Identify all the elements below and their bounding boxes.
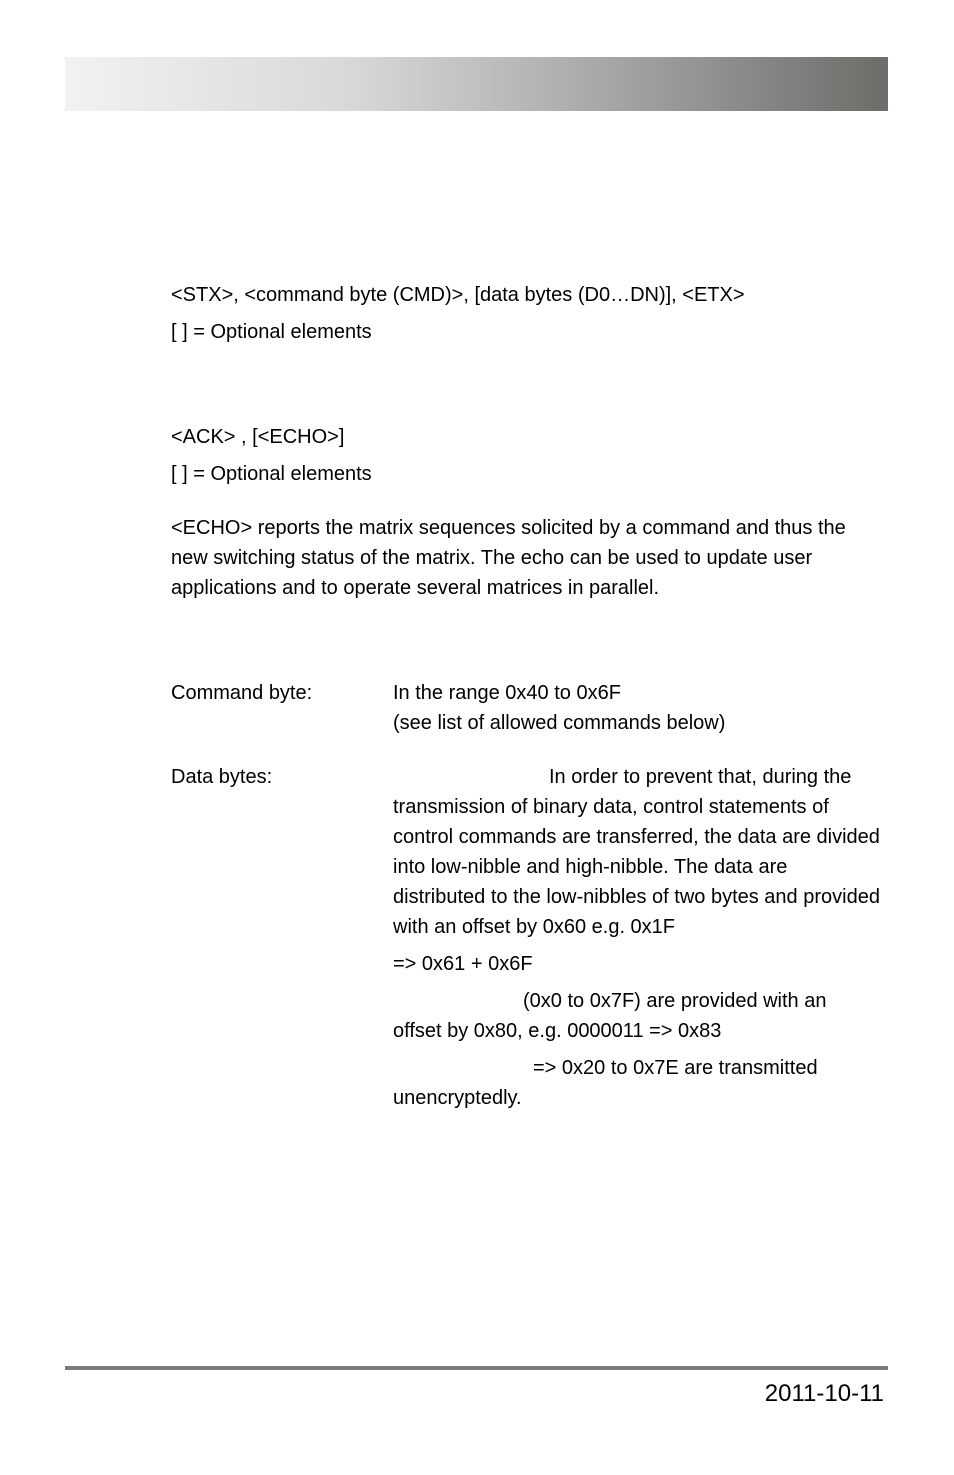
response-optional-note: [ ] = Optional elements bbox=[171, 463, 372, 485]
command-syntax: <STX>, <command byte (CMD)>, [data bytes (D0…DN)], <ETX> bbox=[171, 284, 745, 306]
header-bar bbox=[65, 57, 888, 111]
command-byte-label: Command byte: bbox=[171, 682, 313, 704]
data-bytes-offset-note: (0x0 to 0x7F) are provided with an offset by 0x80, e.g. 0000011 => 0x83 bbox=[393, 990, 827, 1042]
data-bytes-unencrypted-note: => 0x20 to 0x7E are transmitted unencryptedly. bbox=[393, 1057, 818, 1109]
echo-description: <ECHO> reports the matrix sequences solicited by a command and thus the new switching status of the matrix. The echo can be used to update user applications and to operate several matrices in parallel. bbox=[171, 517, 846, 599]
response-syntax: <ACK> , [<ECHO>] bbox=[171, 426, 345, 448]
data-bytes-example: => 0x61 + 0x6F bbox=[393, 953, 533, 975]
command-optional-note: [ ] = Optional elements bbox=[171, 321, 372, 343]
command-byte-range: In the range 0x40 to 0x6F bbox=[393, 682, 621, 704]
data-bytes-label: Data bytes: bbox=[171, 766, 273, 788]
data-bytes-description: In order to prevent that, during the transmission of binary data, control statements of control commands are transferred, the data are divided into low-nibble and high-nibble. The data are distributed to the low-nibbles of two bytes and provided with an offset by 0x60 e.g. 0x1F bbox=[393, 766, 880, 938]
footer-date: 2011-10-11 bbox=[764, 1380, 884, 1407]
command-byte-note: (see list of allowed commands below) bbox=[393, 712, 726, 734]
footer-rule bbox=[65, 1366, 888, 1370]
